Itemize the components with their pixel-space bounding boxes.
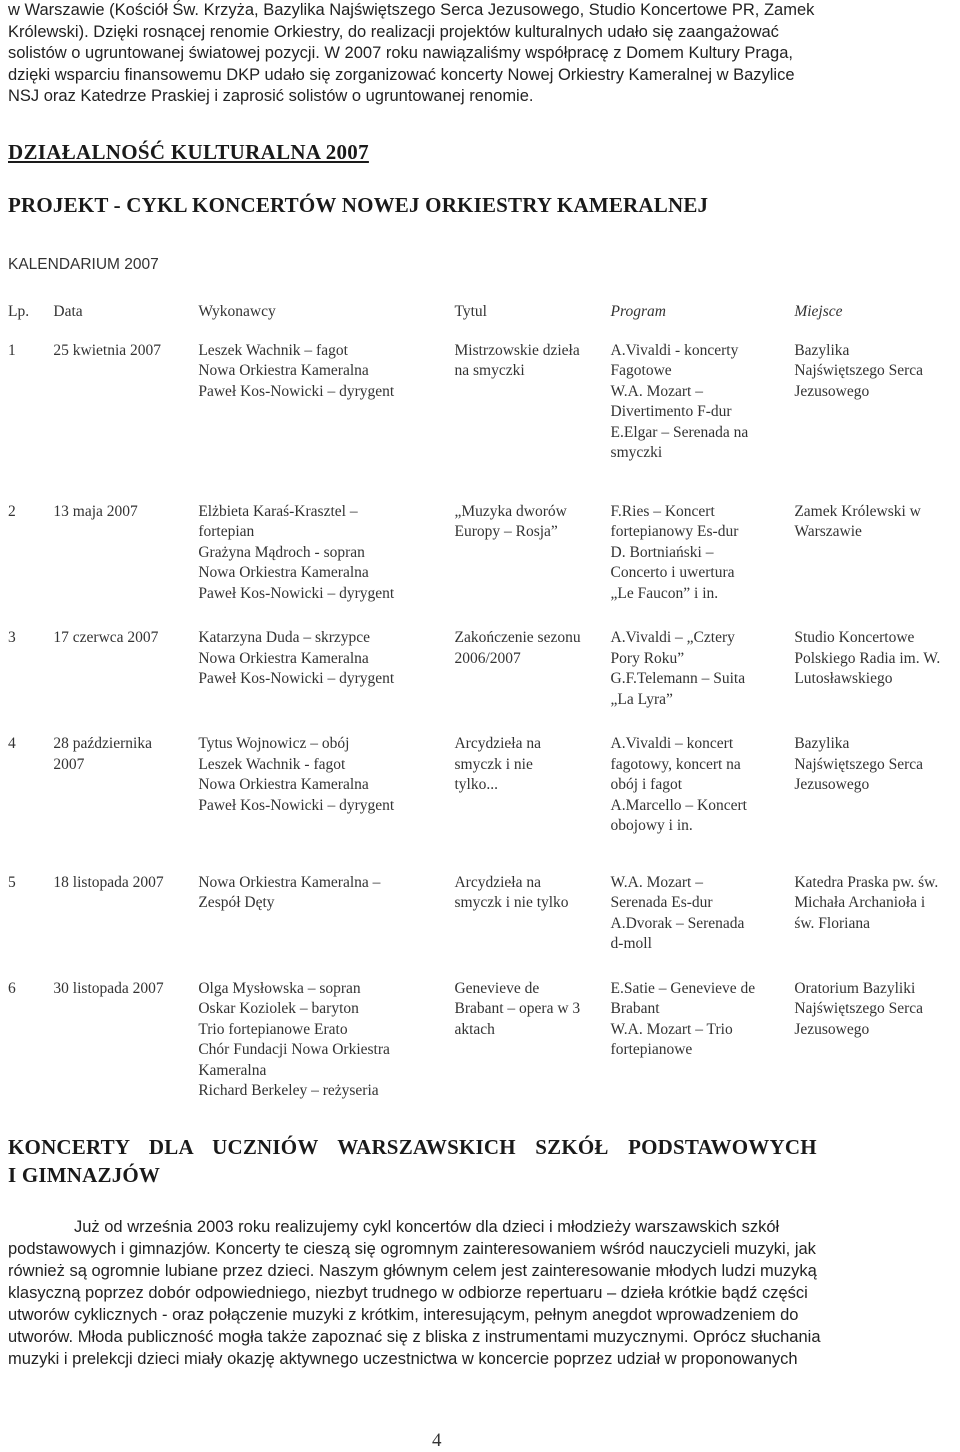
header-program: Program xyxy=(610,303,666,320)
cell-place-line: Katedra Praska pw. św. xyxy=(794,873,939,891)
cell-performers xyxy=(198,502,454,629)
cell-title-line: na smyczki xyxy=(454,362,525,379)
cell-place-line: Polskiego Radia im. W. xyxy=(794,649,941,667)
cell-performers xyxy=(198,873,454,979)
cell-performers-line: Nowa Orkiestra Kameralna xyxy=(198,564,369,581)
cell-program-line: A.Vivaldi – „Cztery xyxy=(610,629,735,646)
cell-title-line: Arcydzieła na xyxy=(454,735,541,752)
cell-place-line: Najświętszego Serca xyxy=(794,362,924,379)
cell-date xyxy=(47,502,198,629)
cell-lp: 6 xyxy=(8,979,16,997)
cell-performers xyxy=(198,628,454,734)
cell-date xyxy=(47,979,198,1122)
cell-title-line: Mistrzowskie dzieła xyxy=(454,341,580,359)
cell-program-line: fagotowy, koncert na xyxy=(610,755,741,773)
cell-place xyxy=(794,628,953,734)
cell-program xyxy=(611,873,795,979)
cell-program-line: W.A. Mozart – Trio xyxy=(610,1020,733,1038)
table-row xyxy=(8,873,953,979)
header-lp: Lp. xyxy=(8,303,30,320)
table-row xyxy=(8,979,953,1122)
header-title: Tytul xyxy=(454,303,487,320)
header-performers: Wykonawcy xyxy=(198,303,276,320)
cell-program-line: A.Vivaldi - koncerty xyxy=(610,341,739,359)
cell-program-line: G.F.Telemann – Suita xyxy=(610,670,746,687)
cell-title-line: 2006/2007 xyxy=(454,649,521,667)
cell-lp: 3 xyxy=(8,629,16,646)
page-number: 4 xyxy=(432,1430,442,1451)
body-line: Już od września 2003 roku realizujemy cykl koncertów dla dzieci i młodzieży warszawskich szkół xyxy=(74,1218,780,1236)
cell-performers-line: Nowa Orkiestra Kameralna xyxy=(198,649,369,667)
cell-title xyxy=(454,628,610,734)
cell-title xyxy=(454,502,610,629)
cell-title-line: tylko... xyxy=(454,776,498,793)
cell-performers-line: Elżbieta Karaś-Krasztel – xyxy=(198,502,358,520)
table-row xyxy=(8,734,953,873)
header-date: Data xyxy=(53,303,83,320)
cell-program-line: A.Dvorak – Serenada xyxy=(610,914,745,932)
cell-place xyxy=(794,873,953,979)
cell-program-line: Divertimento F-dur xyxy=(610,403,732,420)
cell-performers-line: fortepian xyxy=(198,523,255,540)
cell-program-line: „Le Faucon” i in. xyxy=(610,584,719,602)
cell-performers-line: Leszek Wachnik – fagot xyxy=(198,341,348,359)
calendar-label: KALENDARIUM 2007 xyxy=(8,256,159,273)
cell-performers-line: Nowa Orkiestra Kameralna xyxy=(198,776,369,793)
cell-program-line: E.Elgar – Serenada na xyxy=(610,423,749,441)
concerts-heading-line: I GIMNAZJÓW xyxy=(8,1163,161,1187)
cell-performers-line: Nowa Orkiestra Kameralna xyxy=(198,362,369,379)
cell-performers xyxy=(198,341,454,502)
cell-program-line: fortepianowe xyxy=(610,1041,693,1058)
cell-performers-line: Oskar Koziolek – baryton xyxy=(198,1000,359,1017)
cell-place-line: Michała Archanioła i xyxy=(794,894,926,911)
cell-place-line: Jezusowego xyxy=(794,776,870,793)
cell-place xyxy=(794,341,953,502)
cell-title-line: smyczk i nie xyxy=(454,755,533,773)
cell-place xyxy=(794,734,953,873)
header-place: Miejsce xyxy=(794,303,843,320)
table-row xyxy=(8,341,953,502)
cell-program-line: Concerto i uwertura xyxy=(610,564,735,581)
cell-date-line: 2007 xyxy=(53,755,85,773)
cell-place-line: Jezusowego xyxy=(794,1020,870,1038)
section-heading: DZIAŁALNOŚĆ KULTURALNA 2007 xyxy=(8,140,369,164)
body-line: również są ogromnie lubiane przez dzieci. Naszym głównym celem jest zainteresowanie młodych ludzi muzyką xyxy=(8,1262,817,1280)
cell-program-line: fortepianowy Es-dur xyxy=(610,523,739,540)
cell-lp: 4 xyxy=(8,735,16,752)
cell-performers-line: Paweł Kos-Nowicki – dyrygent xyxy=(198,584,395,602)
cell-program-line: smyczki xyxy=(610,444,663,461)
intro-paragraph xyxy=(8,0,953,108)
intro-line: Królewski). Dzięki rosnącej renomie Orkiestry, do realizacji projektów kulturalnych udało się zaangażować xyxy=(8,22,779,41)
cell-title-line: Arcydzieła na xyxy=(454,873,541,891)
cell-title xyxy=(454,979,610,1122)
cell-program xyxy=(611,734,795,873)
cell-place-line: Najświętszego Serca xyxy=(794,1000,924,1017)
body-line: klasyczną poprzez dobór odpowiedniego, niezbyt trudnego w odbiorze repertuaru – dzieła krótkie bądź części xyxy=(8,1284,808,1302)
cell-program xyxy=(611,502,795,629)
body-line: utworów. Młoda publiczność mogła także zapoznać się z bliska z instrumentami muzycznymi. Oprócz słuchania xyxy=(8,1328,821,1346)
cell-program-line: obój i fagot xyxy=(610,776,683,793)
intro-line: NSJ oraz Katedrze Praskiej i zaprosić solistów o ugruntowanej renomie. xyxy=(8,87,534,105)
cell-date-line: 30 listopada 2007 xyxy=(53,979,164,997)
cell-place-line: Warszawie xyxy=(794,523,862,540)
concerts-heading-line: KONCERTY DLA UCZNIÓW WARSZAWSKICH SZKÓŁ PODSTAWOWYCH xyxy=(8,1135,817,1159)
cell-program-line: obojowy i in. xyxy=(610,817,693,834)
cell-performers-line: Chór Fundacji Nowa Orkiestra xyxy=(198,1041,390,1058)
cell-place-line: Oratorium Bazyliki xyxy=(794,979,916,997)
intro-line: dzięki wsparciu finansowemu DKP udało się zorganizować koncerty Nowej Orkiestry Kameralnej w Bazylice xyxy=(8,65,795,84)
cell-title xyxy=(454,341,610,502)
cell-performers-line: Zespół Dęty xyxy=(198,894,275,911)
cell-title xyxy=(454,734,610,873)
cell-lp: 2 xyxy=(8,502,16,520)
cell-program-line: W.A. Mozart – xyxy=(610,873,703,891)
calendar-table xyxy=(8,302,953,1122)
cell-date xyxy=(47,734,198,873)
cell-date xyxy=(47,628,198,734)
cell-performers-line: Olga Mysłowska – sopran xyxy=(198,979,361,997)
cell-title-line: smyczk i nie tylko xyxy=(454,894,569,911)
cell-date xyxy=(47,341,198,502)
cell-performers-line: Paweł Kos-Nowicki – dyrygent xyxy=(198,382,395,400)
cell-title xyxy=(454,873,610,979)
cell-program xyxy=(611,979,795,1122)
cell-lp: 5 xyxy=(8,873,16,891)
cell-place xyxy=(794,979,953,1122)
cell-performers xyxy=(198,979,454,1122)
cell-date-line: 25 kwietnia 2007 xyxy=(53,341,162,359)
cell-performers-line: Leszek Wachnik - fagot xyxy=(198,755,346,773)
cell-program-line: „La Lyra” xyxy=(610,690,673,708)
cell-date-line: 18 listopada 2007 xyxy=(53,873,164,891)
cell-performers-line: Richard Berkeley – reżyseria xyxy=(198,1082,379,1099)
concerts-heading xyxy=(8,1133,888,1189)
cell-title-line: Brabant – opera w 3 xyxy=(454,1000,581,1017)
cell-program-line: Fagotowe xyxy=(610,362,672,379)
cell-place-line: Najświętszego Serca xyxy=(794,755,924,773)
intro-line: w Warszawie (Kościół Św. Krzyża, Bazylika Najświętszego Serca Jezusowego, Studio Koncertowe PR, Zamek xyxy=(8,1,815,19)
cell-performers-line: Tytus Wojnowicz – obój xyxy=(198,735,350,752)
cell-performers-line: Paweł Kos-Nowicki – dyrygent xyxy=(198,796,395,814)
cell-program-line: Serenada Es-dur xyxy=(610,894,713,911)
body-line: utworów cyklicznych - oraz połączenie muzyki z krótkim, interesującym, pełnym anegdot wprowadzeniem do xyxy=(8,1306,799,1324)
table-row xyxy=(8,628,953,734)
cell-title-line: „Muzyka dworów xyxy=(454,502,567,520)
cell-program-line: Pory Roku” xyxy=(610,649,685,667)
cell-performers-line: Nowa Orkiestra Kameralna – xyxy=(198,873,381,891)
cell-title-line: Zakończenie sezonu xyxy=(454,629,581,646)
project-heading: PROJEKT - CYKL KONCERTÓW NOWEJ ORKIESTRY KAMERALNEJ xyxy=(8,193,709,217)
cell-performers-line: Trio fortepianowe Erato xyxy=(198,1020,348,1038)
cell-date xyxy=(47,873,198,979)
cell-program-line: F.Ries – Koncert xyxy=(610,502,715,520)
cell-title-line: Genevieve de xyxy=(454,979,540,997)
intro-line: solistów o ugruntowanej światowej pozycji. W 2007 roku nawiązaliśmy współpracę z Domem Kultury Praga, xyxy=(8,44,793,62)
cell-program-line: Brabant xyxy=(610,1000,660,1017)
cell-place-line: Lutosławskiego xyxy=(794,670,893,687)
cell-performers-line: Grażyna Mądroch - sopran xyxy=(198,543,365,561)
cell-program-line: D. Bortniański – xyxy=(610,543,714,561)
cell-program-line: d-moll xyxy=(610,935,652,952)
cell-place xyxy=(794,502,953,629)
cell-place-line: Bazylika xyxy=(794,341,850,359)
table-row xyxy=(8,502,953,629)
cell-program-line: W.A. Mozart – xyxy=(610,382,703,400)
cell-place-line: Jezusowego xyxy=(794,382,870,400)
cell-performers-line: Katarzyna Duda – skrzypce xyxy=(198,629,371,646)
cell-place-line: Bazylika xyxy=(794,735,850,752)
concerts-paragraph xyxy=(8,1216,888,1370)
cell-lp: 1 xyxy=(8,341,16,359)
table-header-row xyxy=(8,302,953,341)
body-line: muzyki i prelekcji dzieci miały okazję aktywnego uczestnictwa w koncercie poprzez udział w proponowanych xyxy=(8,1350,798,1368)
cell-program-line: A.Vivaldi – koncert xyxy=(610,735,734,752)
cell-date-line: 13 maja 2007 xyxy=(53,502,138,520)
cell-program-line: E.Satie – Genevieve de xyxy=(610,979,756,997)
cell-place-line: św. Floriana xyxy=(794,914,870,932)
cell-program-line: A.Marcello – Koncert xyxy=(610,796,747,814)
body-line: podstawowych i gimnazjów. Koncerty te cieszą się ogromnym zainteresowaniem wśród nauczycieli muzyki, jak xyxy=(8,1240,816,1258)
cell-date-line: 17 czerwca 2007 xyxy=(53,629,159,646)
cell-performers-line: Paweł Kos-Nowicki – dyrygent xyxy=(198,670,395,687)
cell-performers-line: Kameralna xyxy=(198,1061,267,1079)
cell-title-line: Europy – Rosja” xyxy=(454,523,558,540)
cell-program xyxy=(611,628,795,734)
cell-program xyxy=(611,341,795,502)
cell-place-line: Zamek Królewski w xyxy=(794,502,921,520)
cell-title-line: aktach xyxy=(454,1020,495,1038)
cell-date-line: 28 października xyxy=(53,735,152,752)
cell-place-line: Studio Koncertowe xyxy=(794,629,915,646)
cell-performers xyxy=(198,734,454,873)
